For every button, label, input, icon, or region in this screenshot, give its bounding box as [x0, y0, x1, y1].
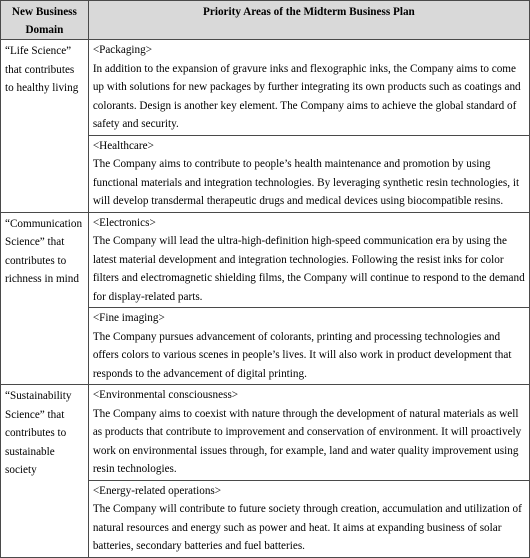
domain-communication-science: “Communication Science” that contributes to richness in mind	[1, 212, 89, 385]
area-text: The Company will lead the ultra-high-definition high-speed communication era by using the latest material development and integration technologies. Following the resist inks for color filters and electromagnetic shielding films, the Company will continue to respond to the demand for display-related parts.	[92, 235, 525, 303]
area-title: <Healthcare>	[92, 139, 154, 152]
area-electronics	[88, 212, 529, 308]
area-energy-related-operations	[88, 480, 529, 557]
area-text: In addition to the expansion of gravure inks and flexographic inks, the Company aims to come up with solutions for new packages by further integrating its own products such as coatings and colorants. Design is another key element. The Company aims to achieve the global standard of safety and security.	[92, 62, 521, 130]
area-title: <Fine imaging>	[92, 312, 165, 324]
table-row	[1, 385, 530, 481]
table-row	[1, 40, 530, 136]
area-text: The Company aims to contribute to people’s health maintenance and promotion by using functional materials and integration technologies. By leveraging synthetic resin technologies, it will develop transdermal therapeutic drugs and medical devices using biocompatible resins.	[92, 158, 520, 207]
area-title: <Environmental consciousness>	[92, 389, 239, 401]
table-row	[1, 212, 530, 308]
area-environmental-consciousness	[88, 385, 529, 481]
area-fine-imaging	[88, 308, 529, 385]
header-priority-areas: Priority Areas of the Midterm Business Plan	[88, 1, 529, 40]
area-packaging	[88, 40, 529, 136]
area-title: <Electronics>	[92, 216, 156, 229]
area-text: The Company aims to coexist with nature through the development of natural materials as well as products that contribute to improvement and conservation of environment. It will proactively work on environmental issues through, for example, land and water quality improvement using resin technologies.	[92, 407, 522, 475]
area-title: <Energy-related operations>	[92, 484, 222, 497]
header-domain: New Business Domain	[1, 1, 89, 40]
domain-sustainability-science: “Sustainability Science” that contributes to sustainable society	[1, 385, 89, 558]
area-text: The Company pursues advancement of colorants, printing and processing technologies and offers colors to various scenes in people’s lives. It will also work in product development that responds to the advancement of digital printing.	[92, 330, 512, 380]
domain-life-science: “Life Science” that contributes to healthy living	[1, 40, 89, 213]
area-text: The Company will contribute to future society through creation, accumulation and utilization of natural resources and energy such as power and heat. It aims at expanding business of solar batteries, secondary batteries and fuel batteries.	[92, 503, 522, 552]
area-title: <Packaging>	[92, 44, 153, 56]
area-healthcare	[88, 135, 529, 212]
table-header-row	[1, 1, 530, 40]
